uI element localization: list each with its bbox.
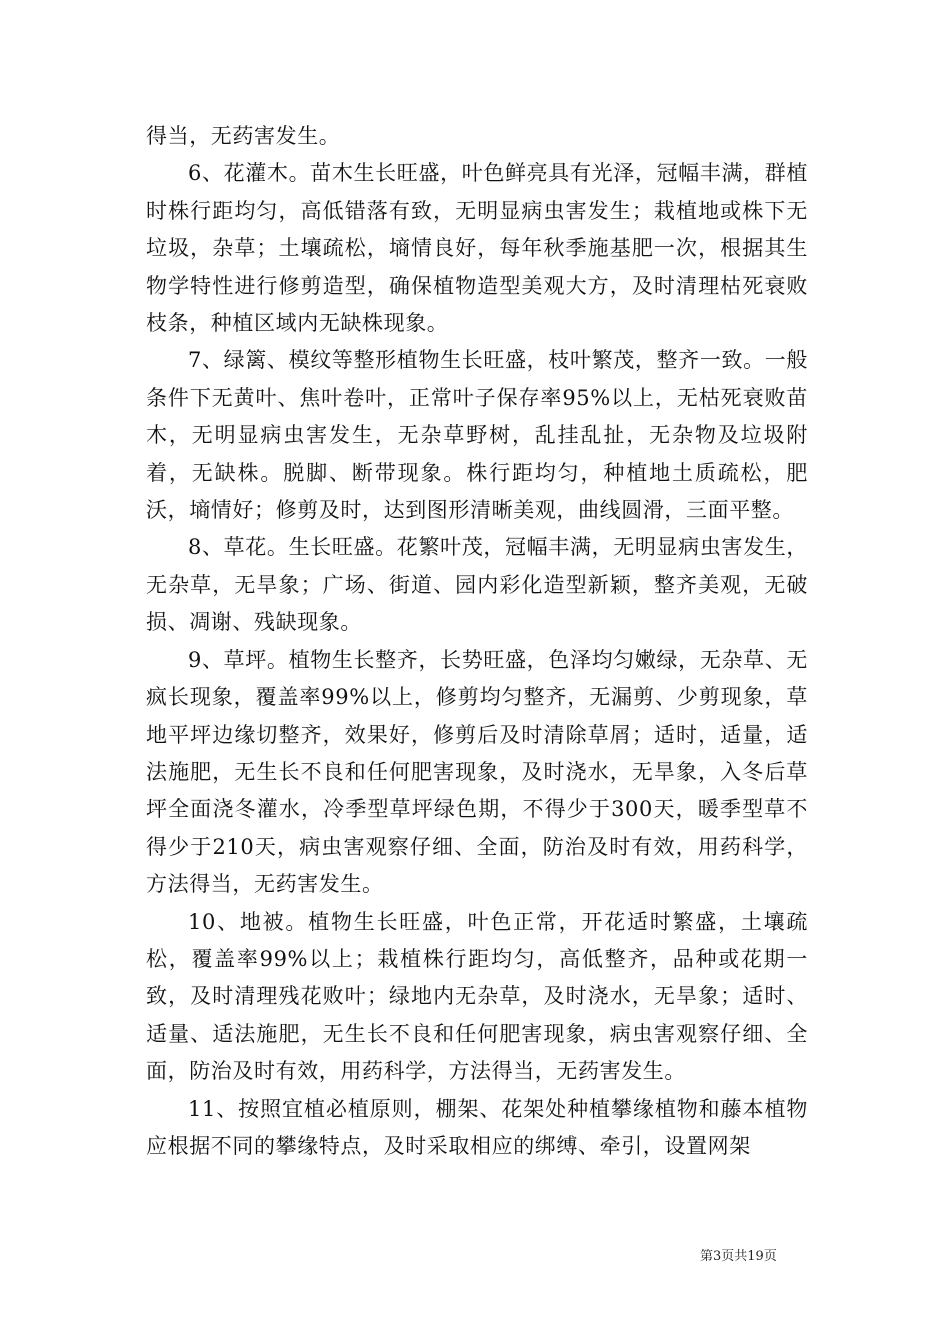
- page-number: 第3页共19页: [700, 1249, 777, 1264]
- paragraph-lawn: 9、草坪。植物生长整齐，长势旺盛，色泽均匀嫩绿，无杂草、无疯长现象，覆盖率99%以上，修剪均匀整齐，无漏剪、少剪现象，草地平坪边缘切整齐，效果好，修剪后及时清除草屑；适时，适量，适法施肥，无生长不良和任何肥害现象，及时浇水，无旱象，入冬后草坪全面浇冬灌水，冷季型草坪绿色期，不得少于300天，暖季型草不得少于210天，病虫害观察仔细、全面，防治及时有效，用药科学，方法得当，无药害发生。: [146, 647, 808, 897]
- paragraph-ground-cover: 10、地被。植物生长旺盛，叶色正常，开花适时繁盛，土壤疏松，覆盖率99%以上；栽植株行距均匀，高低整齐，品种或花期一致，及时清理残花败叶；绿地内无杂草，及时浇水，无旱象；适时、适量、适法施肥，无生长不良和任何肥害现象，病虫害观察仔细、全面，防治及时有效，用药科学，方法得当，无药害发生。: [146, 909, 808, 1084]
- paragraph-hedges: 7、绿篱、模纹等整形植物生长旺盛，枝叶繁茂，整齐一致。一般条件下无黄叶、焦叶卷叶，正常叶子保存率95%以上，无枯死衰败苗木，无明显病虫害发生，无杂草野树，乱挂乱扯，无杂物及垃圾附着，无缺株。脱脚、断带现象。株行距均匀，种植地土质疏松，肥沃，墒情好；修剪及时，达到图形清晰美观，曲线圆滑，三面平整。: [146, 348, 808, 523]
- paragraph-climbing-plants: 11、按照宜植必植原则，棚架、花架处种植攀缘植物和藤本植物应根据不同的攀缘特点，及时采取相应的绑缚、牵引，设置网架: [146, 1096, 808, 1158]
- body-text: [146, 118, 808, 1165]
- paragraph-herbaceous-flowers: 8、草花。生长旺盛。花繁叶茂，冠幅丰满，无明显病虫害发生，无杂草，无旱象；广场、街道、园内彩化造型新颖，整齐美观，无破损、凋谢、残缺现象。: [146, 535, 808, 635]
- paragraph-continuation: 得当，无药害发生。: [146, 124, 341, 148]
- paragraph-flowering-shrubs: 6、花灌木。苗木生长旺盛，叶色鲜亮具有光泽，冠幅丰满，群植时株行距均匀，高低错落有致，无明显病虫害发生；栽植地或株下无垃圾，杂草；土壤疏松，墒情良好，每年秋季施基肥一次，根据其生物学特性进行修剪造型，确保植物造型美观大方，及时清理枯死衰败枝条，种植区域内无缺株现象。: [146, 161, 808, 336]
